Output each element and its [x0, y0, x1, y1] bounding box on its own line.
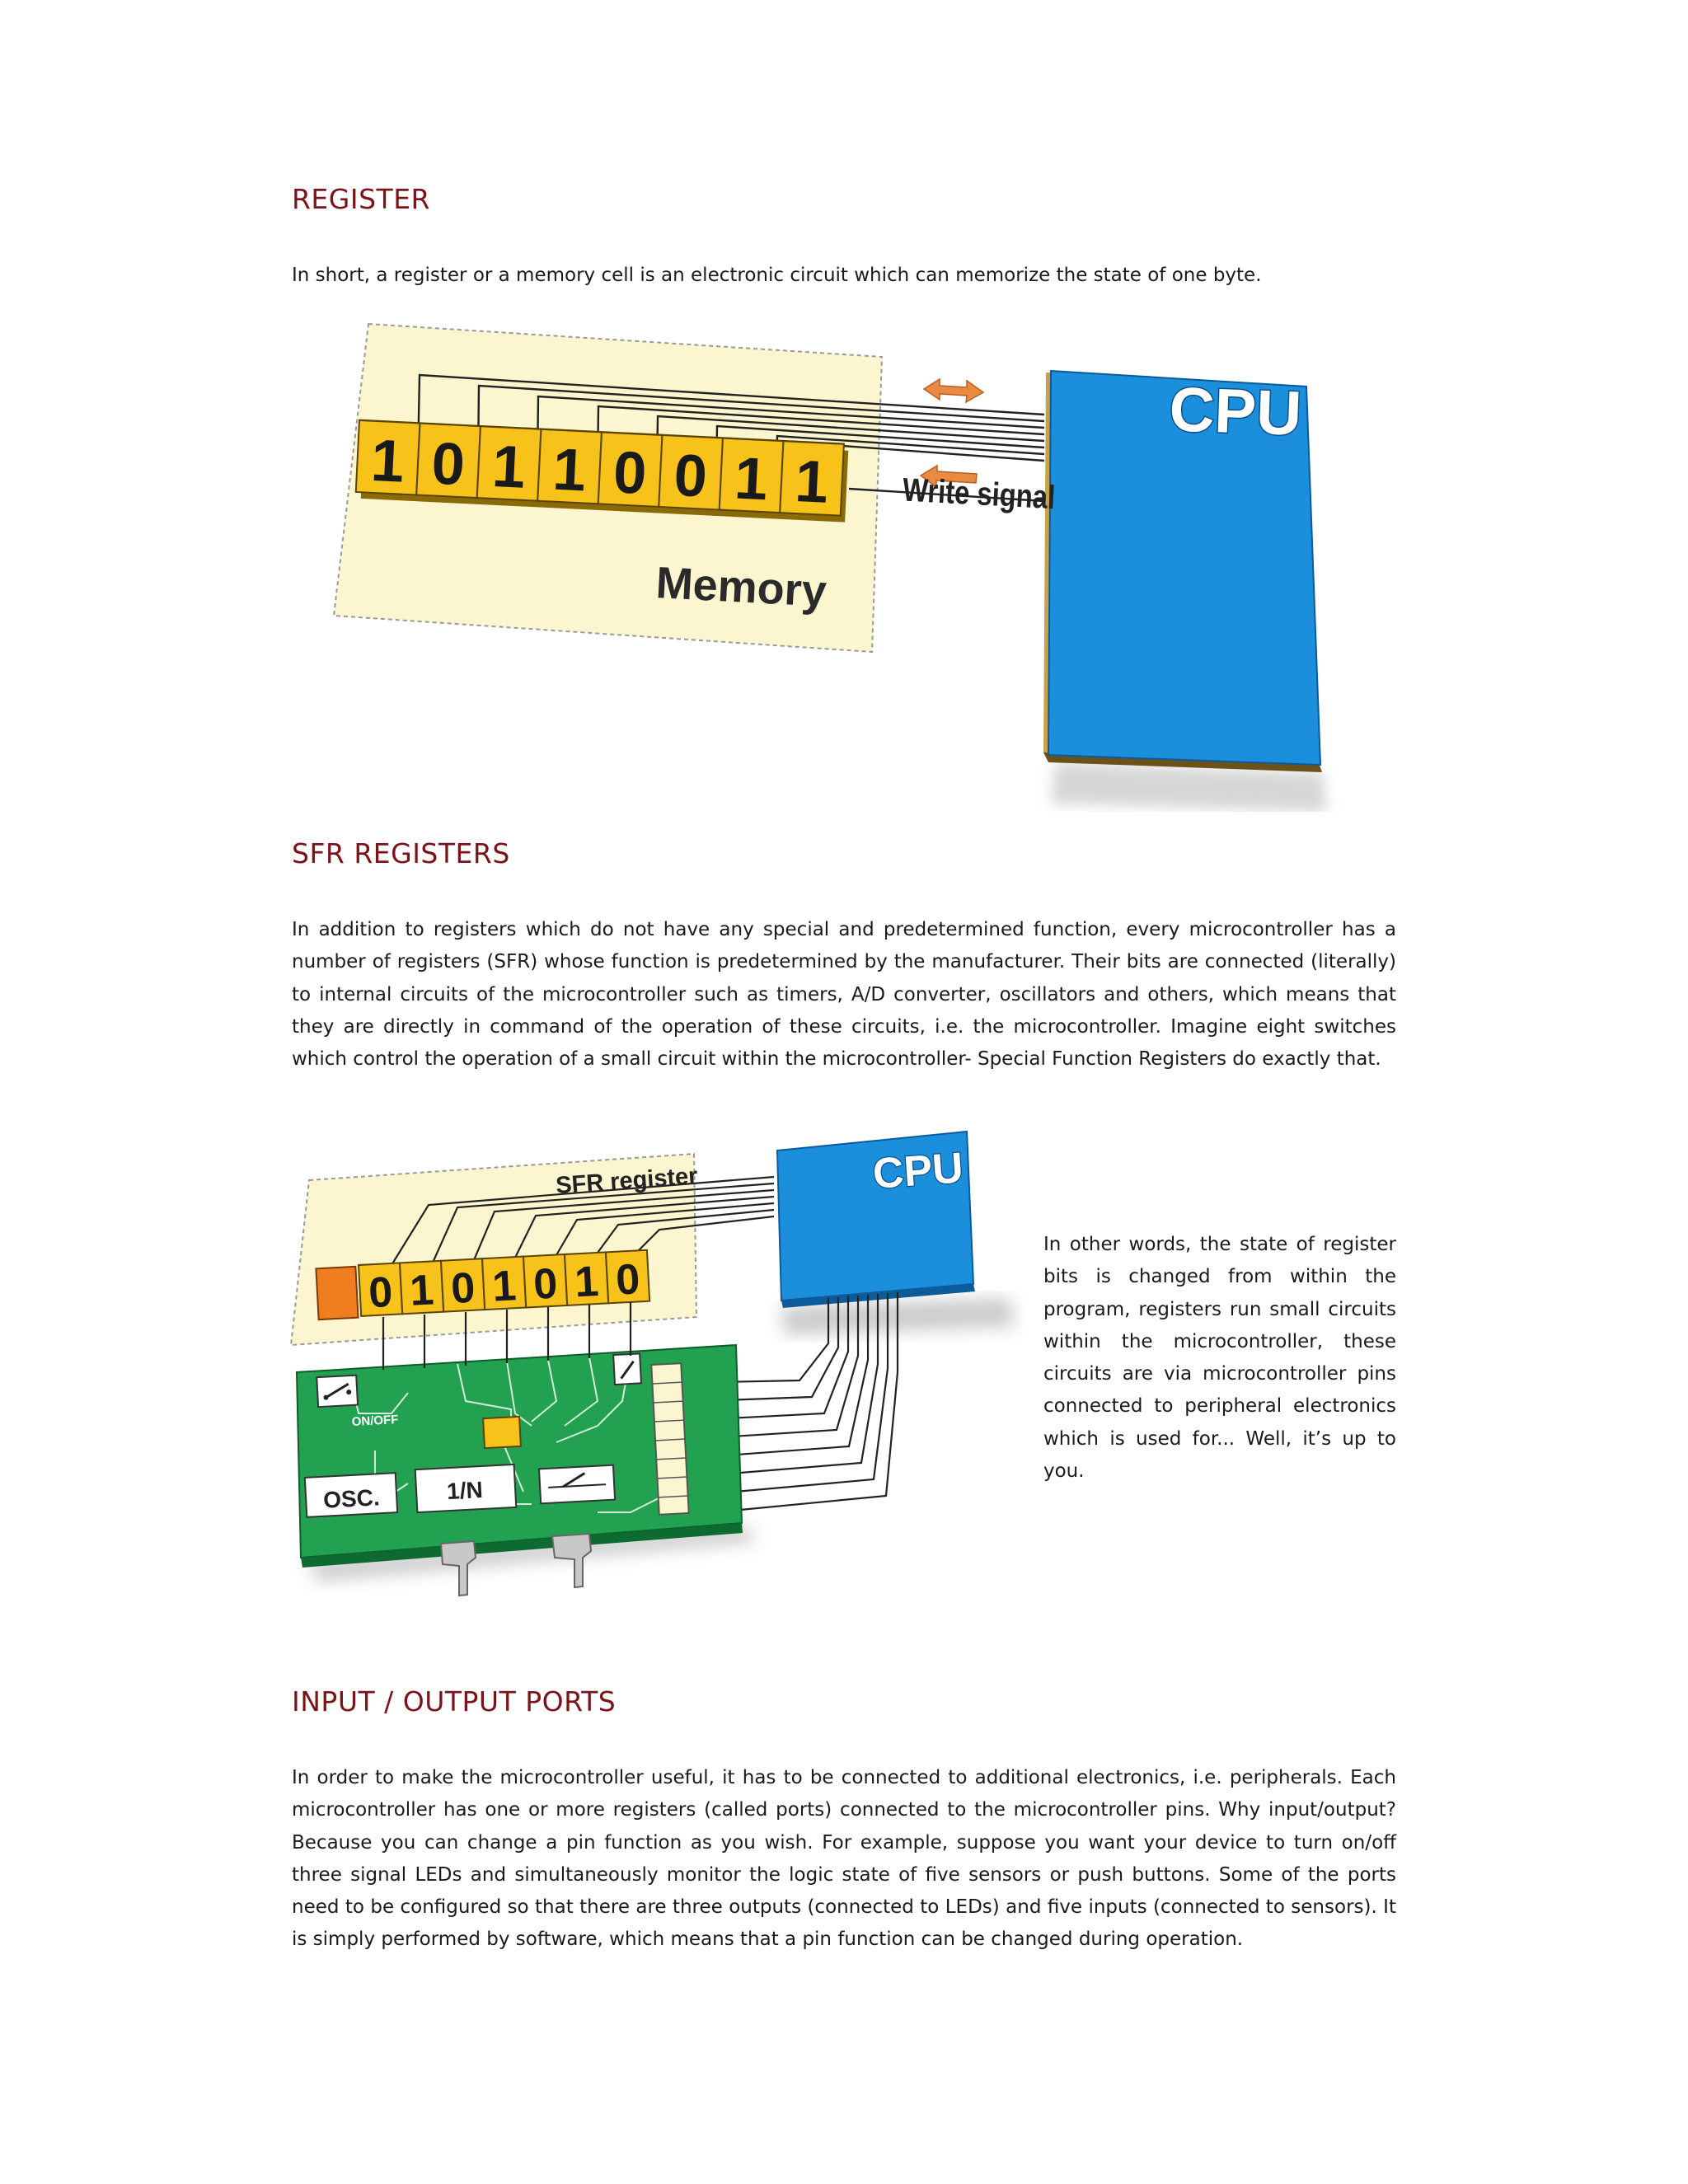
memory-bit-value: 1: [369, 427, 406, 495]
io-ports-paragraph: In order to make the microcontroller useful, it has to be connected to additional electronics, i.e. peripherals. Each microcontroller has one or more registers (called ports) connected to the microcontroller pins. Why input/output? Because you can change a pin function as you wish. For example, suppose you want your device to turn on/off three signal LEDs and simultaneously monitor the logic state of five sensors or push buttons. Some of the ports need to be configured so that there are three outputs (connected to LEDs) and five inputs (connected to sensors). It is simply performed by software, which means that a pin function can be changed during operation.: [292, 1767, 1396, 1951]
register-paragraph: In short, a register or a memory cell is an electronic circuit which can memorize the state of one byte.: [292, 265, 1262, 286]
section-heading-io-ports: INPUT / OUTPUT PORTS: [292, 1685, 617, 1718]
memory-bit-3: [537, 429, 602, 504]
sfr-bit-value: 1: [408, 1266, 435, 1315]
register-memory-diagram: [326, 317, 1356, 812]
sfr-side-paragraph: In other words, the state of register bits is changed from within the program, registers run small circuits within the microcontroller, these circuits are via microcontroller pins connected to peripheral electronics which is used for... Well, it’s up to you.: [1043, 1234, 1396, 1483]
section-heading-sfr: SFR REGISTERS: [292, 837, 510, 869]
cpu-label-2: CPU: [871, 1144, 965, 1198]
memory-bit-0: [356, 420, 420, 495]
onoff-switch-icon: [316, 1376, 358, 1407]
onoff-label: ON/OFF: [351, 1413, 399, 1429]
sfr-bit-value: 0: [614, 1255, 641, 1305]
memory-bit-value: 0: [672, 442, 709, 510]
memory-bit-4: [598, 432, 663, 507]
sfr-bit-value: 1: [490, 1262, 518, 1311]
sfr-bit-value: 1: [573, 1257, 600, 1307]
memory-bit-value: 1: [733, 445, 770, 513]
memory-bit-value: 0: [429, 430, 467, 499]
memory-bit-value: 1: [793, 448, 830, 516]
osc-box: [305, 1473, 397, 1517]
memory-bit-7: [780, 441, 844, 516]
section-heading-register: REGISTER: [292, 183, 430, 215]
divider-label: 1/N: [446, 1476, 484, 1505]
osc-label: OSC.: [322, 1484, 381, 1513]
sfr-bit-4: [523, 1254, 567, 1310]
small-switch-icon: [613, 1353, 641, 1385]
sfr-bit-value: 0: [367, 1268, 394, 1318]
memory-bit-2: [477, 426, 542, 501]
sfr-register-label: SFR register: [555, 1163, 699, 1199]
sfr-bit-5: [565, 1252, 608, 1307]
write-signal-label: Write signal: [901, 471, 1057, 516]
sfr-bit-value: 0: [449, 1263, 476, 1314]
circuit-board: [297, 1345, 756, 1581]
sfr-bit-2: [441, 1258, 485, 1314]
memory-bit-6: [720, 438, 784, 513]
memory-bit-5: [659, 435, 723, 510]
sfr-bit-1: [400, 1261, 443, 1316]
memory-bit-value: 1: [490, 434, 528, 501]
bidirectional-arrow-icon: [924, 379, 983, 402]
memory-bit-value: 1: [551, 436, 588, 504]
sfr-bit-6: [606, 1250, 649, 1305]
sfr-bit-3: [482, 1257, 526, 1312]
cpu-block-1: [1043, 371, 1326, 812]
chip-icon: [483, 1417, 521, 1448]
memory-bit-1: [416, 424, 481, 499]
divider-box: [415, 1465, 517, 1512]
memory-bit-value: 0: [612, 439, 649, 508]
sfr-paragraph: In addition to registers which do not have any special and predetermined function, every microcontroller has a number of registers (SFR) whose function is predetermined by the manufacturer. Their bits are connected (literally) to internal circuits of the microcontroller such as timers, A/D converter, oscillators and others, which means that they are directly in command of the operation of these circuits, i.e. the microcontroller. Imagine eight switches which control the operation of a small circuit within the microcontroller- Special Function Registers do exactly that.: [292, 919, 1396, 1071]
cpu-block-2: [777, 1132, 1015, 1335]
sfr-bit-0: [359, 1263, 402, 1318]
cpu-label-1: CPU: [1168, 374, 1303, 449]
output-switch-icon: [539, 1465, 615, 1504]
sfr-register-diagram: [284, 1129, 1026, 1607]
sfr-bit-unused: [316, 1267, 358, 1319]
memory-label: Memory: [654, 558, 828, 616]
sfr-bit-value: 0: [532, 1259, 559, 1309]
